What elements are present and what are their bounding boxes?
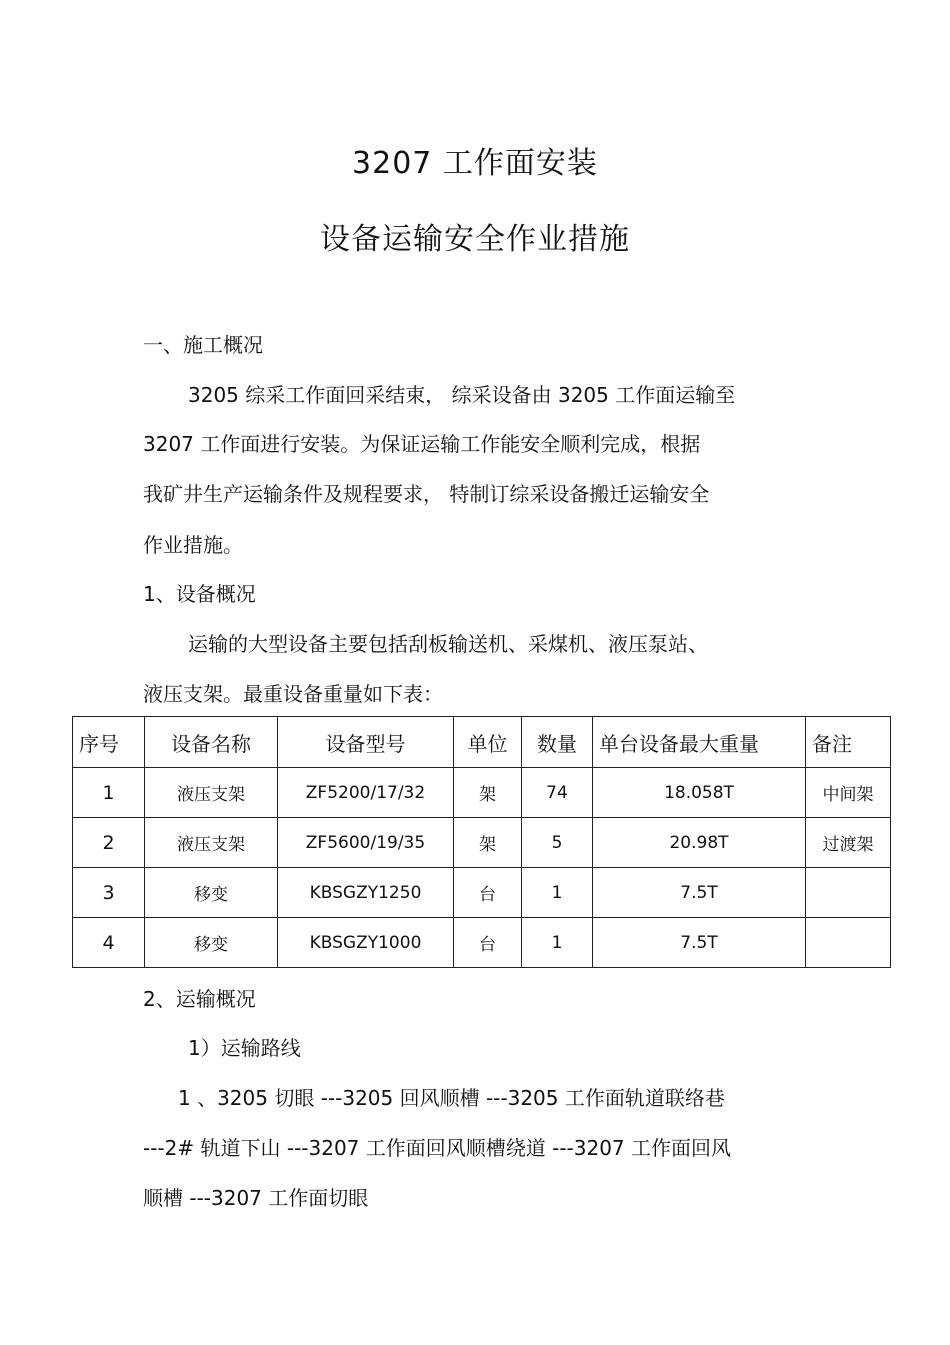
header-cell: 单位 [454,717,522,768]
table-cell: KBSGZY1250 [278,868,454,918]
table-cell: ZF5200/17/32 [278,768,454,818]
table-cell: 液压支架 [145,818,278,868]
table-cell: 5 [522,818,593,868]
document-title-line2: 设备运输安全作业措施 [320,222,630,257]
header-cell: 备注 [806,717,891,768]
table-cell [806,868,891,918]
section-heading-overview: 一、施工概况 [143,333,263,357]
table-cell: 架 [454,818,522,868]
paragraph-line: 液压支架。最重设备重量如下表： [143,682,443,706]
paragraph-line: 3205 综采工作面回采结束， 综采设备由 3205 工作面运输至 [188,383,736,407]
table-row [73,818,891,868]
route-line: 顺槽 ---3207 工作面切眼 [143,1186,369,1210]
table-cell: 台 [454,918,522,968]
table-cell: 74 [522,768,593,818]
table-cell: 7.5T [593,868,806,918]
subsection-heading-equipment: 1、设备概况 [143,582,256,606]
header-cell: 序号 [73,717,145,768]
table-cell: 1 [73,768,145,818]
table-cell: 4 [73,918,145,968]
paragraph-line: 运输的大型设备主要包括刮板输送机、采煤机、液压泵站、 [188,632,708,656]
table-cell: 20.98T [593,818,806,868]
table-cell: 3 [73,868,145,918]
table-cell: 1 [522,868,593,918]
header-cell: 设备名称 [145,717,278,768]
table-row [73,918,891,968]
table-cell: 2 [73,818,145,868]
header-cell: 数量 [522,717,593,768]
table-cell: 移变 [145,868,278,918]
table-cell: 18.058T [593,768,806,818]
table-cell: 中间架 [806,768,891,818]
header-cell: 设备型号 [278,717,454,768]
table-cell [806,918,891,968]
table-cell: 7.5T [593,918,806,968]
route-line: ---2# 轨道下山 ---3207 工作面回风顺槽绕道 ---3207 工作面回风 [143,1136,732,1160]
table-row [73,768,891,818]
header-cell: 单台设备最大重量 [593,717,806,768]
route-line: 1 、3205 切眼 ---3205 回风顺槽 ---3205 工作面轨道联络巷 [178,1086,725,1110]
table-cell: 液压支架 [145,768,278,818]
paragraph-line: 我矿井生产运输条件及规程要求， 特制订综采设备搬迁运输安全 [143,482,710,506]
table-cell: 1 [522,918,593,968]
table-row [73,868,891,918]
paragraph-line: 作业措施。 [143,533,243,557]
document-title-line1: 3207 工作面安装 [352,146,598,181]
table-cell: 移变 [145,918,278,968]
table-cell: ZF5600/19/35 [278,818,454,868]
table-cell: 架 [454,768,522,818]
paragraph-line: 3207 工作面进行安装。为保证运输工作能安全顺利完成，根据 [143,432,701,456]
table-cell: 台 [454,868,522,918]
route-heading: 1）运输路线 [188,1036,301,1060]
table-cell: 过渡架 [806,818,891,868]
subsection-heading-transport: 2、运输概况 [143,987,256,1011]
equipment-table [72,716,891,968]
table-cell: KBSGZY1000 [278,918,454,968]
table-header-row [73,717,891,768]
